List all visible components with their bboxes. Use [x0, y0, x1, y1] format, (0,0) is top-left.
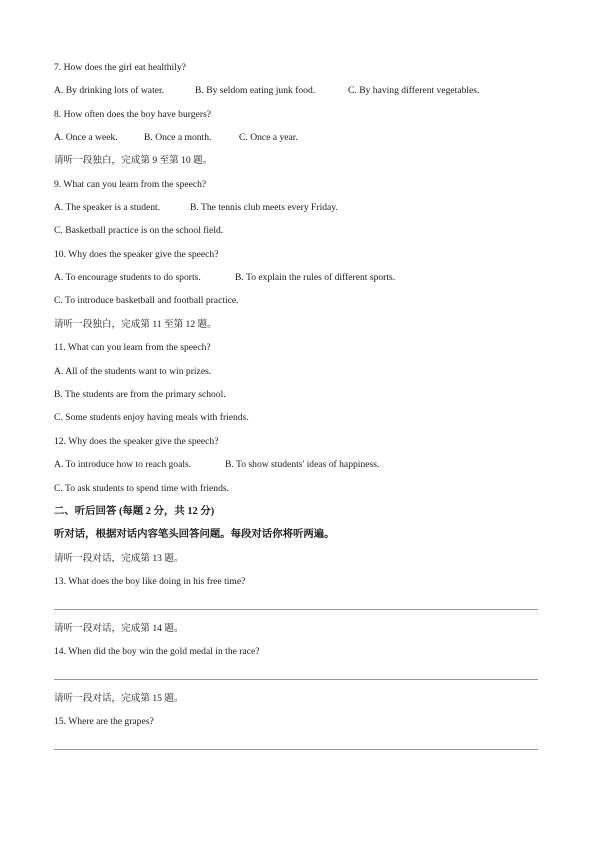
- option-b: B. By seldom eating junk food.: [195, 85, 316, 96]
- question-11: 11. What can you learn from the speech?: [54, 342, 211, 353]
- question-9-option-c: C. Basketball practice is on the school field.: [54, 225, 224, 236]
- option-b: B. To show students' ideas of happiness.: [225, 459, 380, 470]
- answer-line-13[interactable]: [54, 609, 538, 610]
- option-a: A. To introduce how to reach goals.: [54, 459, 192, 470]
- question-12: 12. Why does the speaker give the speech?: [54, 436, 219, 447]
- answer-line-15[interactable]: [54, 749, 538, 750]
- question-7: 7. How does the girl eat healthily?: [54, 62, 186, 73]
- instruction-13: 请听一段对话，完成第 13 题。: [54, 553, 184, 564]
- question-9: 9. What can you learn from the speech?: [54, 179, 207, 190]
- instruction-15: 请听一段对话，完成第 15 题。: [54, 693, 184, 704]
- option-b: B. The tennis club meets every Friday.: [190, 202, 338, 213]
- question-10: 10. Why does the speaker give the speech?: [54, 249, 219, 260]
- question-11-option-a: A. All of the students want to win prizes.: [54, 366, 212, 377]
- answer-line-14[interactable]: [54, 679, 538, 680]
- question-13: 13. What does the boy like doing in his free time?: [54, 576, 246, 587]
- option-c: C. Once a year.: [239, 132, 298, 143]
- section-2-instructions: 听对话，根据对话内容笔头回答问题。每段对话你将听两遍。: [54, 529, 335, 540]
- option-a: A. By drinking lots of water.: [54, 85, 165, 96]
- question-10-option-c: C. To introduce basketball and football practice.: [54, 295, 239, 306]
- section-2-heading: 二、听后回答 (每题 2 分，共 12 分): [54, 506, 215, 517]
- question-14: 14. When did the boy win the gold medal in the race?: [54, 646, 260, 657]
- question-12-option-c: C. To ask students to spend time with friends.: [54, 483, 230, 494]
- option-a: A. The speaker is a student.: [54, 202, 161, 213]
- option-c: C. By having different vegetables.: [348, 85, 480, 96]
- instruction-11-12: 请听一段独白，完成第 11 至第 12 题。: [54, 319, 217, 330]
- question-11-option-b: B. The students are from the primary school.: [54, 389, 226, 400]
- option-b: B. To explain the rules of different sports.: [235, 272, 396, 283]
- question-15: 15. Where are the grapes?: [54, 716, 154, 727]
- question-8: 8. How often does the boy have burgers?: [54, 109, 212, 120]
- option-a: A. Once a week.: [54, 132, 118, 143]
- option-a: A. To encourage students to do sports.: [54, 272, 201, 283]
- question-11-option-c: C. Some students enjoy having meals with friends.: [54, 412, 249, 423]
- instruction-9-10: 请听一段独白，完成第 9 至第 10 题。: [54, 155, 213, 166]
- option-b: B. Once a month.: [144, 132, 212, 143]
- instruction-14: 请听一段对话，完成第 14 题。: [54, 623, 184, 634]
